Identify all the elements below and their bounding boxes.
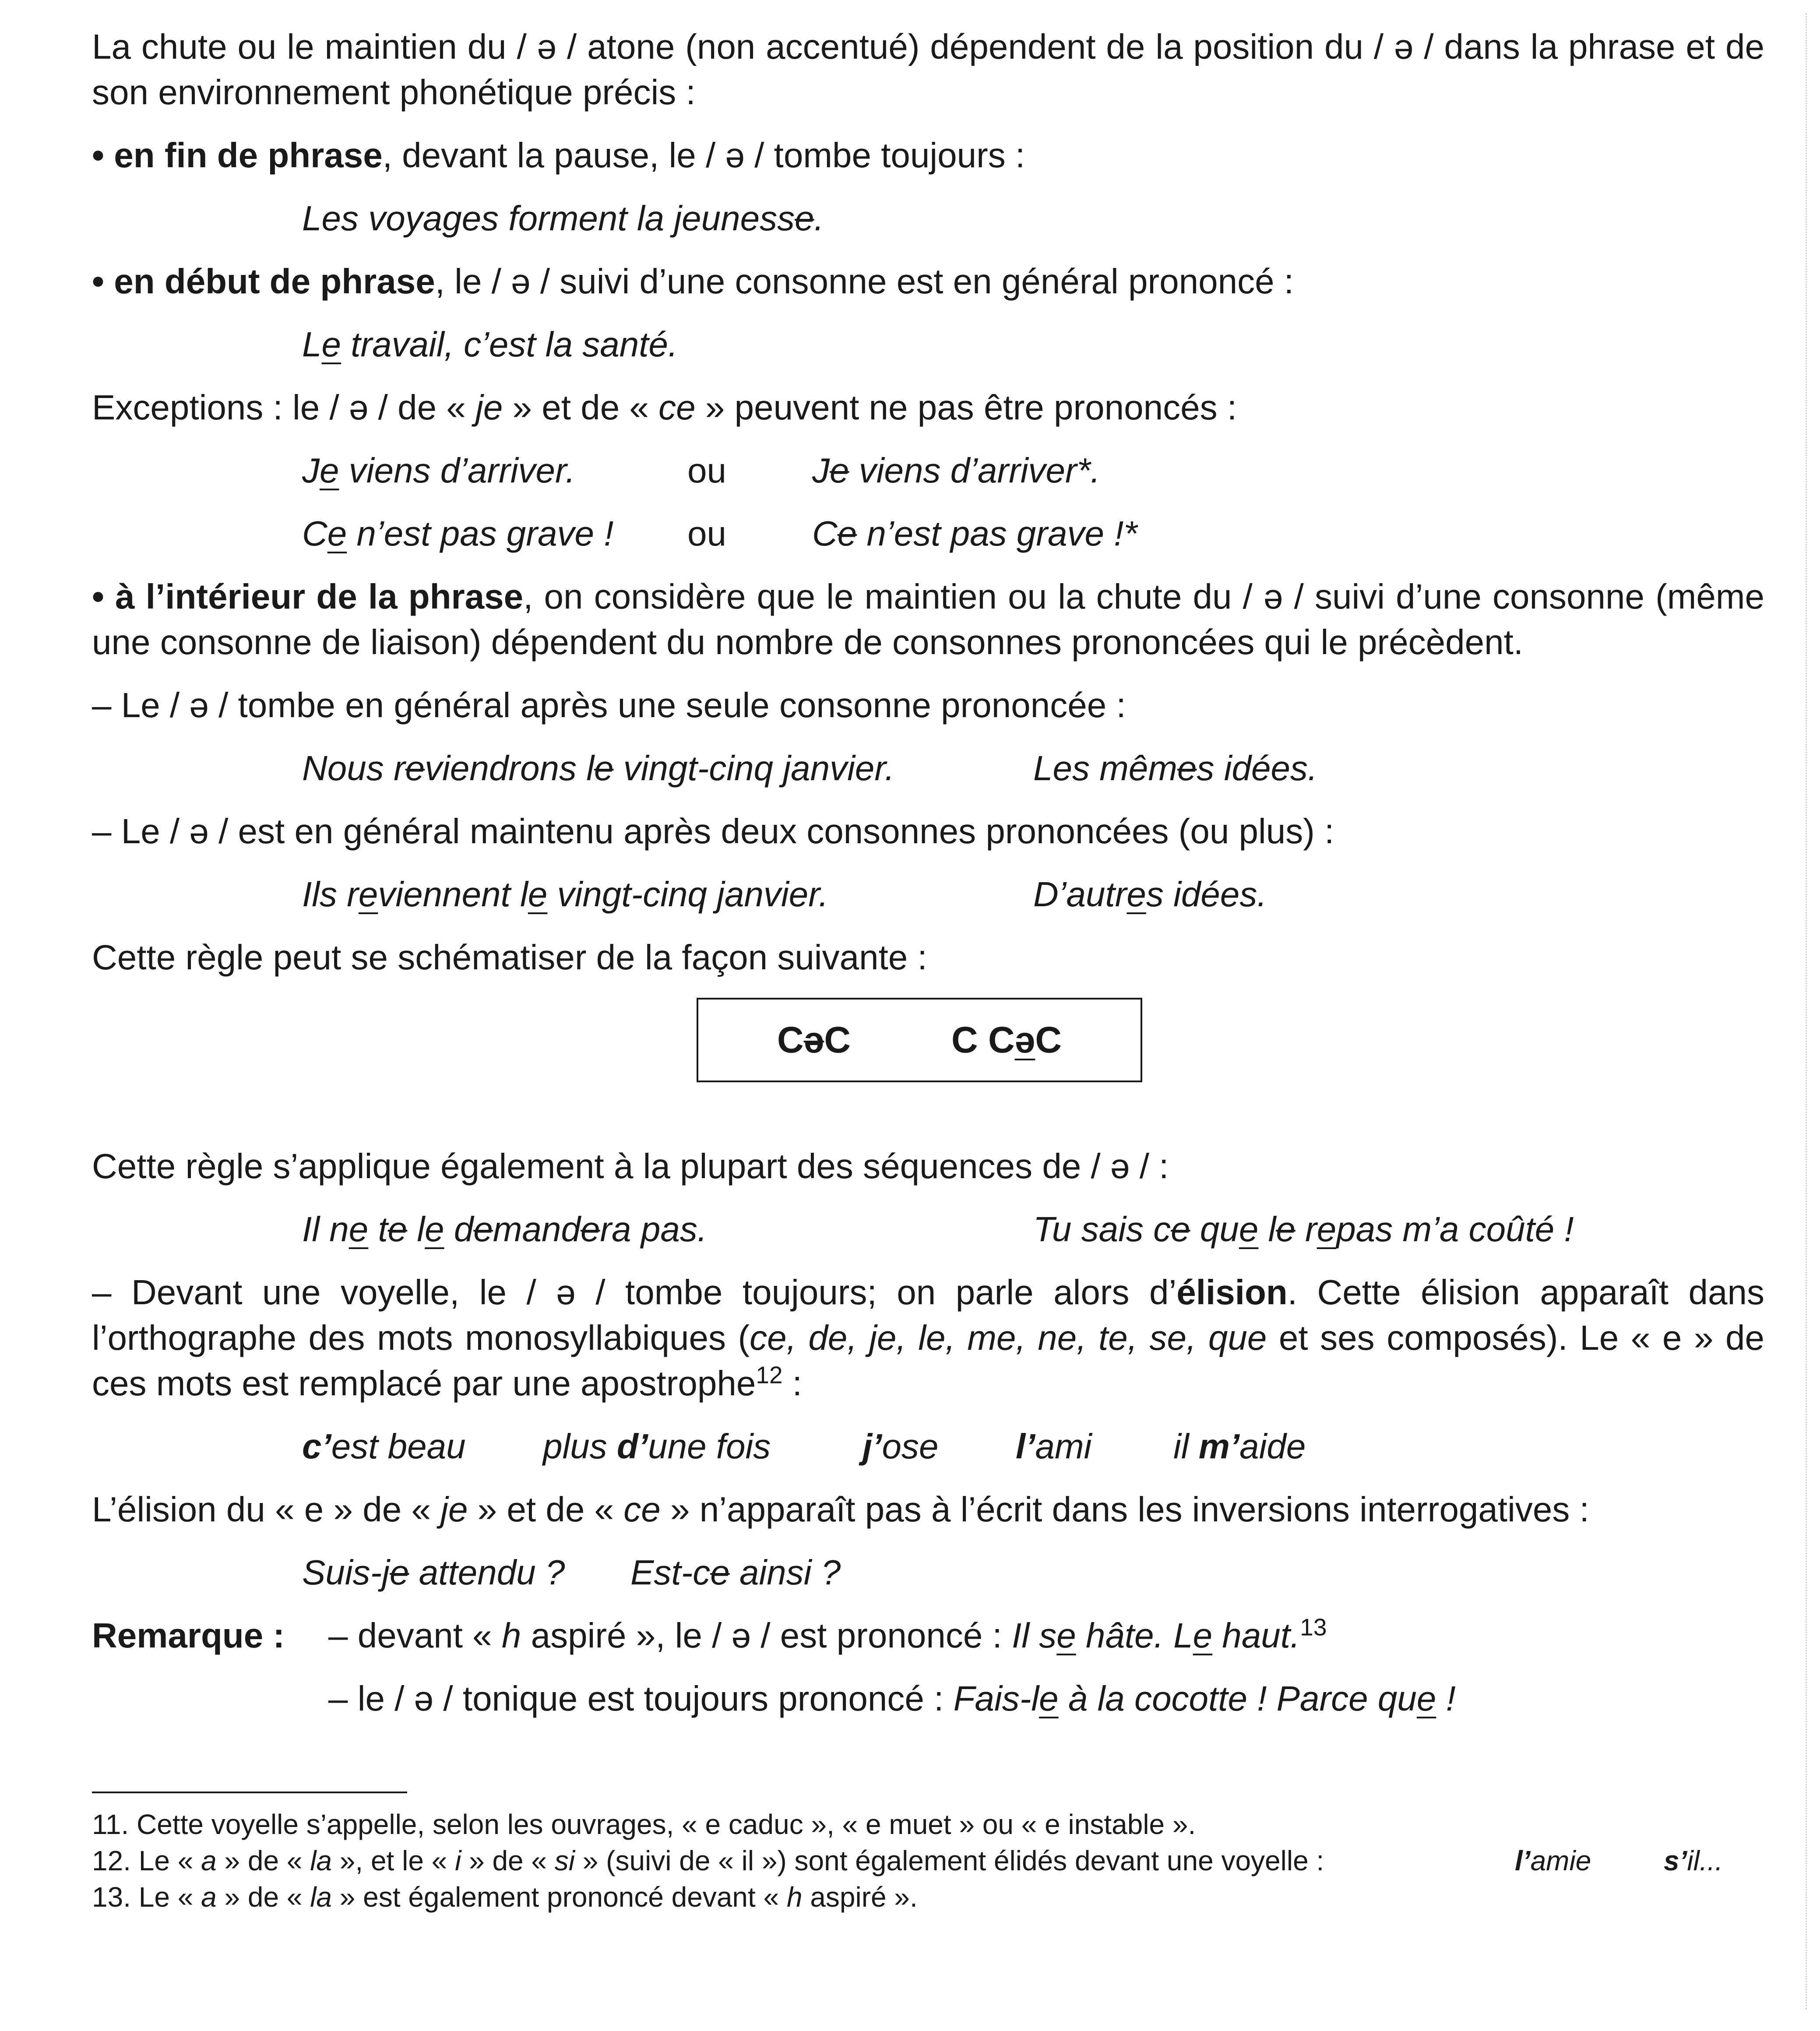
footnote-12: 12. Le « a » de « la », et le « i » de « si » (suivi de « il ») sont également élidés devant une voyelle : l’amie s’il... [92, 1845, 1723, 1877]
remarque-line-1: – devant « h aspiré », le / ə / est prononcé : Il se hâte. Le haut.$^{13}$ [328, 1613, 1327, 1655]
footnote-separator [92, 1792, 407, 1793]
tombe-examples: Nous reviendrons le vingt-cinq janvier. Les mêmes idées. [302, 749, 1318, 788]
rule-interieur: • à l’intérieur de la phrase, on considère que le maintien ou la chute du / ə / suivi d’une consonne (même une consonne de liaison) dépendent du nombre de consonnes prononcées qui le précèdent. [92, 577, 1764, 662]
rule-debut-de-phrase: • en début de phrase, le / ə / suivi d’une consonne est en général prononcé : [92, 262, 1294, 301]
maintenu-line: – Le / ə / est en général maintenu après deux consonnes prononcées (ou plus) : [92, 812, 1334, 851]
remarque-block [92, 1613, 1764, 1658]
sequences-examples: Il ne te le demandera pas. Tu sais ce que le repas m’a coûté ! [302, 1210, 1574, 1249]
inversion-examples: Suis-je attendu ? Est-ce ainsi ? [302, 1553, 841, 1592]
schema-box [697, 998, 1142, 1082]
exceptions-example-2: Ce n’est pas grave ! ou Ce n’est pas grave !* [302, 514, 1137, 553]
maintenu-examples: Ils reviennent le vingt-cinq janvier. D’autres idées. [302, 875, 1267, 914]
tombe-line: – Le / ə / tombe en général après une seule consonne prononcée : [92, 686, 1126, 725]
schema-wrap [92, 998, 1764, 1082]
elision-examples: c’est beau plus d’une fois j’ose l’ami il m’aide [302, 1427, 1306, 1466]
remarque-label: Remarque : [92, 1616, 285, 1655]
rule-fin-de-phrase: • en fin de phrase, devant la pause, le / ə / tombe toujours : [92, 136, 1025, 175]
intro-paragraph: La chute ou le maintien du / ə / atone (non accentué) dépendent de la position du / ə / dans la phrase et de son environnement phonétique précis : [92, 27, 1764, 112]
sequences-line: Cette règle s’applique également à la plupart des séquences de / ə / : [92, 1147, 1169, 1186]
example-debut: Le travail, c’est la santé. [302, 325, 678, 364]
document-page [92, 24, 1764, 1916]
exceptions-line: Exceptions : le / ə / de « je » et de « ce » peuvent ne pas être prononcés : [92, 388, 1237, 427]
elision-paragraph: – Devant une voyelle, le / ə / tombe toujours; on parle alors d’élision. Cette élision apparaît dans l’orthographe des mots monosyllabiques (ce, de, je, le, me, ne, te, se, que et ses composés). Le « e » de ces mots est remplacé par une apostrophe$^{12}$ : [92, 1273, 1765, 1403]
scan-margin-marks [1779, 13, 1807, 2010]
example-fin: Les voyages forment la jeunesse. [302, 199, 824, 238]
footnote-11: 11. Cette voyelle s’appelle, selon les ouvrages, « e caduc », « e muet » ou « e instable ». [92, 1809, 1196, 1840]
remarque-line-2: – le / ə / tonique est toujours prononcé : Fais-le à la cocotte ! Parce que ! [328, 1679, 1456, 1718]
rule-heading: • en fin de phrase [92, 136, 383, 175]
rule-heading: • en début de phrase [92, 262, 435, 301]
footnote-13: 13. Le « a » de « la » est également prononcé devant « h aspiré ». [92, 1881, 918, 1913]
rule-heading: • à l’intérieur de la phrase [92, 577, 524, 616]
exceptions-example-1: Je viens d’arriver. ou Je viens d’arriver*. [302, 451, 1101, 490]
schema-maintien: C CəC [951, 1019, 1062, 1060]
inversion-line: L’élision du « e » de « je » et de « ce » n’apparaît pas à l’écrit dans les inversions interrogatives : [92, 1490, 1589, 1529]
regle-line: Cette règle peut se schématiser de la façon suivante : [92, 938, 927, 977]
schema-chute: CəC [777, 1019, 851, 1060]
